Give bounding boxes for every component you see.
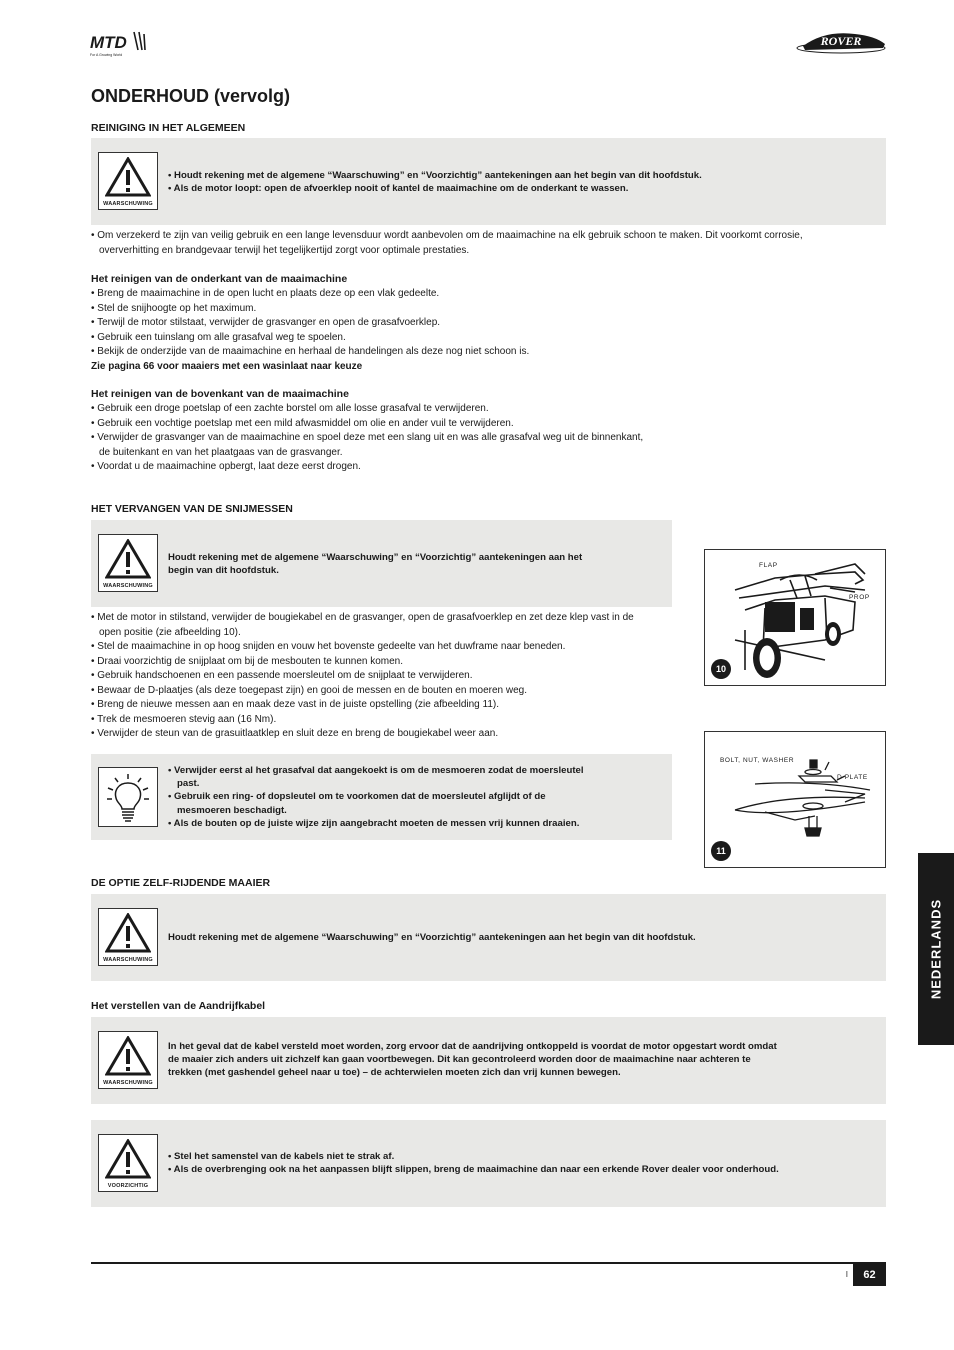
list-item: open positie (zie afbeelding 10). (99, 626, 241, 638)
warning-text (168, 931, 878, 944)
caution-text (168, 1150, 878, 1176)
list-item: • Met de motor in stilstand, verwijder de bougiekabel en de grasvanger, open de grasafvoerklep en zet deze klep vast in de (91, 612, 634, 623)
list-item: • Verwijder de steun van de grasuitlaatklep en sluit deze en breng de bougiekabel weer aan. (91, 728, 499, 739)
warning-icon (98, 152, 158, 210)
section-heading-general: REINIGING IN HET ALGEMEEN (91, 122, 246, 134)
warning-box-selfdrive (91, 894, 886, 981)
section-heading-blades: HET VERVANGEN VAN DE SNIJMESSEN (91, 503, 293, 515)
caution-caption: VOORZICHTIG (107, 1183, 149, 1189)
rover-logo-text: ROVER (820, 34, 862, 48)
intro-line: • Om verzekerd te zijn van veilig gebruik en een lange levensduur wordt aanbevolen om de maaimachine na elk gebruik schoon te maken. Dit voorkomt corrosie, (91, 230, 803, 241)
intro-line: oververhitting en brandgevaar terwijl het tegelijkertijd zorgt voor optimale prestaties. (99, 244, 470, 256)
figure-11 (704, 731, 886, 868)
list-item: • Terwijl de motor stilstaat, verwijder de grasvanger en open de grasafvoerklep. (91, 317, 441, 328)
warning-icon (98, 908, 158, 966)
caution-line: • Als de overbrenging ook na het aanpassen blijft slippen, breng de maaimachine dan naar een erkende Rover dealer voor onderhoud. (168, 1164, 779, 1176)
warning-caption: WAARSCHUWING (103, 201, 153, 207)
footer-rule (91, 1262, 886, 1264)
subheading-underside: Het reinigen van de onderkant van de maaimachine (91, 273, 348, 285)
subheading-top: Het reinigen van de bovenkant van de maaimachine (91, 388, 349, 400)
mtd-logo-text: MTD (90, 33, 127, 52)
mower-illustration (705, 550, 885, 685)
general-intro (91, 229, 881, 258)
caution-line: • Stel het samenstel van de kabels niet te strak af. (168, 1151, 395, 1162)
list-item: • Draai voorzichtig de snijplaat om bij de mesbouten te kunnen komen. (91, 655, 404, 667)
list-item: • Trek de mesmoeren stevig aan (16 Nm). (91, 713, 277, 725)
warning-caption: WAARSCHUWING (103, 957, 153, 963)
page-mark: l (846, 1270, 848, 1279)
list-item: • Gebruik een vochtige poetslap met een mild afwasmiddel om olie en ander vuil te verwijderen. (91, 417, 514, 429)
warning-box-blades (91, 520, 672, 607)
figure-number: 11 (711, 841, 731, 861)
warning-line: • Als de motor loopt: open de afvoerklep nooit of kantel de maaimachine om de onderkant te wassen. (168, 183, 629, 195)
tip-text (168, 764, 663, 830)
list-item: • Verwijder de grasvanger van de maaimachine en spoel deze met een slang uit en was alle grasafval weg uit de binnenkant, (91, 432, 644, 443)
rover-logo (795, 28, 887, 56)
warning-box-general (91, 138, 886, 225)
figure-10 (704, 549, 886, 686)
list-item: • Stel de snijhoogte op het maximum. (91, 302, 257, 314)
list-item: • Gebruik handschoenen en een passende moersleutel om de snijplaat te verwijderen. (91, 670, 473, 681)
figure-label-dplate: D PLATE (837, 774, 868, 781)
warning-text (168, 1040, 880, 1080)
tip-line: • Verwijder eerst al het grasafval dat aangekoekt is om de mesmoeren zodat de moersleutel (168, 765, 584, 776)
lightbulb-icon (98, 767, 158, 827)
warning-line: In het geval dat de kabel versteld moet worden, zorg ervoor dat de aandrijving ontkoppeld is voordat de motor opgestart wordt omdat (168, 1041, 777, 1052)
top-list (91, 402, 711, 475)
tip-box (91, 754, 672, 840)
list-item: • Breng de maaimachine in de open lucht en plaats deze op een vlak gedeelte. (91, 288, 440, 299)
list-item: • Bekijk de onderzijde van de maaimachine en herhaal de handelingen als deze nog niet schoon is. (91, 346, 530, 357)
figure-label-prop: PROP (849, 594, 870, 601)
warning-text (168, 169, 878, 195)
subheading-cable: Het verstellen van de Aandrijfkabel (91, 1000, 266, 1012)
mtd-logo (90, 30, 150, 58)
warning-line: Houdt rekening met de algemene “Waarschuwing” en “Voorzichtig” aantekeningen aan het begin van dit hoofdstuk. (168, 932, 696, 943)
caution-icon (98, 1134, 158, 1192)
underside-note: Zie pagina 66 voor maaiers met een wasinlaat naar keuze (91, 360, 363, 372)
figure-label-flap: FLAP (759, 562, 778, 569)
tip-line: mesmoeren beschadigt. (177, 804, 287, 816)
warning-line: begin van dit hoofdstuk. (168, 565, 279, 577)
warning-caption: WAARSCHUWING (103, 1080, 153, 1086)
warning-icon (98, 1031, 158, 1089)
blades-list (91, 611, 681, 742)
warning-line: trekken (met gashendel geheel naar u toe) – de achterwielen moeten zich dan vrij kunnen bewegen. (168, 1067, 621, 1079)
list-item: • Gebruik een droge poetslap of een zachte borstel om alle losse grasafval te verwijderen. (91, 403, 489, 414)
language-tab (918, 853, 954, 1045)
list-item: • Gebruik een tuinslang om alle grasafval weg te spoelen. (91, 331, 346, 343)
underside-list (91, 287, 691, 374)
mtd-logo-tagline: For A Growing World (90, 53, 123, 57)
figure-number: 10 (711, 659, 731, 679)
section-heading-selfdrive: DE OPTIE ZELF-RIJDENDE MAAIER (91, 877, 271, 889)
warning-line: Houdt rekening met de algemene “Waarschuwing” en “Voorzichtig” aantekeningen aan het (168, 552, 583, 563)
page-number: 62 (853, 1264, 886, 1286)
page-title: ONDERHOUD (vervolg) (91, 86, 291, 106)
warning-caption: WAARSCHUWING (103, 583, 153, 589)
language-tab-label: NEDERLANDS (928, 898, 944, 1000)
warning-text (168, 551, 663, 577)
list-item: de buitenkant en van het plaatgaas van de grasvanger. (99, 446, 343, 458)
tip-line: • Als de bouten op de juiste wijze zijn aangebracht moeten de messen vrij kunnen draaien. (168, 817, 580, 829)
list-item: • Breng de nieuwe messen aan en maak deze vast in de juiste opstelling (zie afbeelding 11). (91, 699, 500, 710)
tip-line: past. (177, 778, 200, 790)
warning-line: de maaier zich anders uit zichzelf kan gaan voortbewegen. Dit kan gecontroleerd worden door de maaimachine naar achteren te (168, 1054, 751, 1066)
blade-assembly-illustration (705, 732, 885, 867)
list-item: • Stel de maaimachine in op hoog snijden en vouw het bovenste gedeelte van het duwframe naar beneden. (91, 641, 566, 652)
warning-line: • Houdt rekening met de algemene “Waarschuwing” en “Voorzichtig” aantekeningen aan het begin van dit hoofdstuk. (168, 170, 702, 181)
tip-line: • Gebruik een ring- of dopsleutel om te voorkomen dat de moersleutel afglijdt of de (168, 791, 546, 803)
list-item: • Voordat u de maaimachine opbergt, laat deze eerst drogen. (91, 461, 361, 472)
warning-box-cable (91, 1017, 886, 1104)
warning-icon (98, 534, 158, 592)
figure-label-bolt: BOLT, NUT, WASHER (720, 757, 795, 764)
list-item: • Bewaar de D-plaatjes (als deze toegepast zijn) en gooi de messen en de bouten en moeren weg. (91, 684, 527, 696)
caution-box-cable (91, 1120, 886, 1207)
